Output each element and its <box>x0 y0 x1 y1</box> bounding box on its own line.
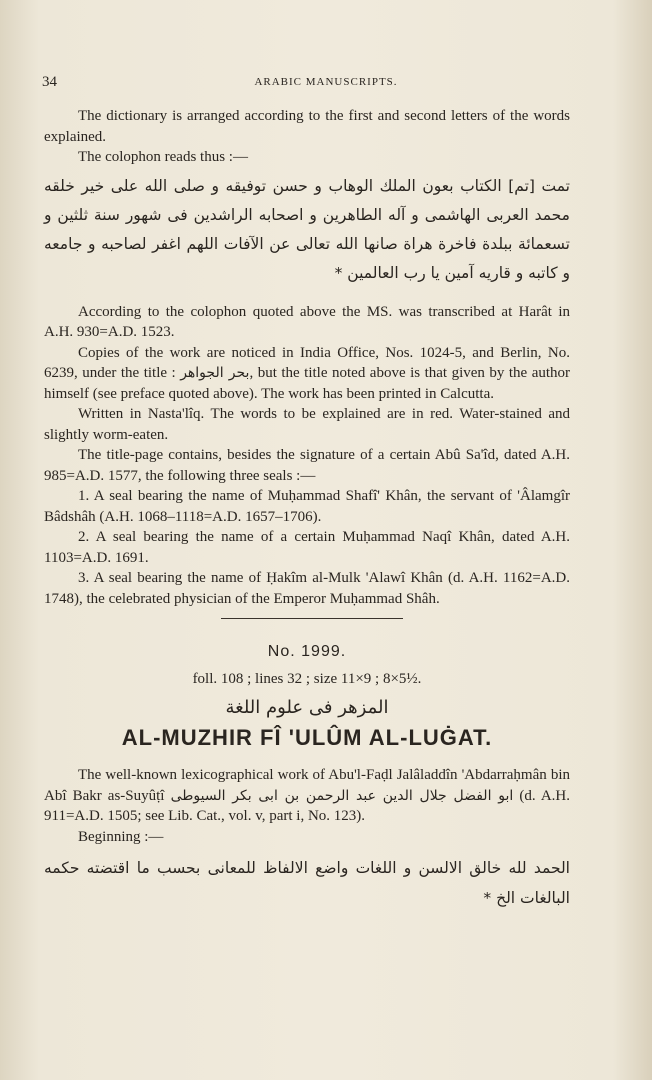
paragraph-colophon-intro: The colophon reads thus :— <box>78 149 248 165</box>
page-content <box>44 106 570 913</box>
description-arabic-name: ابو الفضل جلال الدين عبد الرحمن بن ابى بكر السيوطى <box>170 787 514 804</box>
running-head: ARABIC MANUSCRIPTS. <box>254 76 398 88</box>
copies-arabic-title: بحر الجواهر <box>180 365 250 381</box>
paragraph-copies <box>44 343 570 405</box>
entry-number: No. 1999. <box>267 643 347 660</box>
beginning-label: Beginning :— <box>78 828 164 845</box>
entry-specs: foll. 108 ; lines 32 ; size 11×9 ; 8×5½. <box>192 671 422 687</box>
colophon-arabic: تمت [تم] الكتاب بعون الملك الوهاب و حسن توفيقه و صلى الله على خير خلقه محمد العربى الهاشمى و آله الطاهرين و اصحابه الراشدين فى شهور سنة ثلثين و تسعمائة ببلدة فاخرة هراة صانها الله تعالى عن الآفات اللهم اغفر لصاحبه و جامعه و كاتبه و قاريه آمين يا رب العالمين * <box>44 176 570 282</box>
copies-text-b: , but the title noted above is that given by the author himself (see preface quoted above). The work has been printed in Calcutta. <box>44 365 571 402</box>
description-text-b: (d. A.H. 911=A.D. 1505; see Lib. Cat., vol. v, part i, No. 123). <box>44 787 571 824</box>
entry-description <box>44 765 570 827</box>
paragraph-script: Written in Nasta'lîq. The words to be explained are in red. Water-stained and slightly worm-eaten. <box>44 406 570 443</box>
seal-item-3: 3. A seal bearing the name of Ḥakîm al-Mulk 'Alawî Khân (d. A.H. 1162=A.D. 1748), the celebrated physician of the Emperor Muḥammad Shâh. <box>44 570 570 607</box>
beginning-arabic: الحمد لله خالق الالسن و اللغات واضع الالفاظ للمعانى بحسب ما اقتضته حكمه البالغات الخ * <box>44 859 570 907</box>
section-divider <box>221 618 403 619</box>
page-header <box>42 74 610 94</box>
seal-item-2: 2. A seal bearing the name of a certain Muḥammad Naqî Khân, dated A.H. 1103=A.D. 1691. <box>44 529 570 566</box>
entry-arabic-title: المزهر فى علوم اللغة <box>225 697 389 718</box>
entry-title: AL-MUZHIR FÎ 'ULÛM AL-LUĠAT. <box>121 725 493 750</box>
paragraph-title-page: The title-page contains, besides the signature of a certain Abû Sa'îd, dated A.H. 985=A.D. 1577, the following three seals :— <box>44 447 570 484</box>
paragraph-arrangement: The dictionary is arranged according to the first and second letters of the words explained. <box>44 108 570 145</box>
page-number: 34 <box>42 74 57 90</box>
paragraph-transcription: According to the colophon quoted above the MS. was transcribed at Harât in A.H. 930=A.D. 1523. <box>44 303 570 340</box>
description-text-a: The well-known lexicographical work of Abu'l-Faḍl Jalâladdîn 'Abdarraḥmân bin Abî Bakr as-Suyûṭî <box>44 767 570 804</box>
copies-text-a: Copies of the work are noticed in India Office, Nos. 1024-5, and Berlin, No. 6239, under the title : <box>44 344 570 381</box>
seal-item-1: 1. A seal bearing the name of Muḥammad Shafî' Khân, the servant of 'Âlamgîr Bâdshâh (A.H. 1068–1118=A.D. 1657–1706). <box>44 488 570 525</box>
